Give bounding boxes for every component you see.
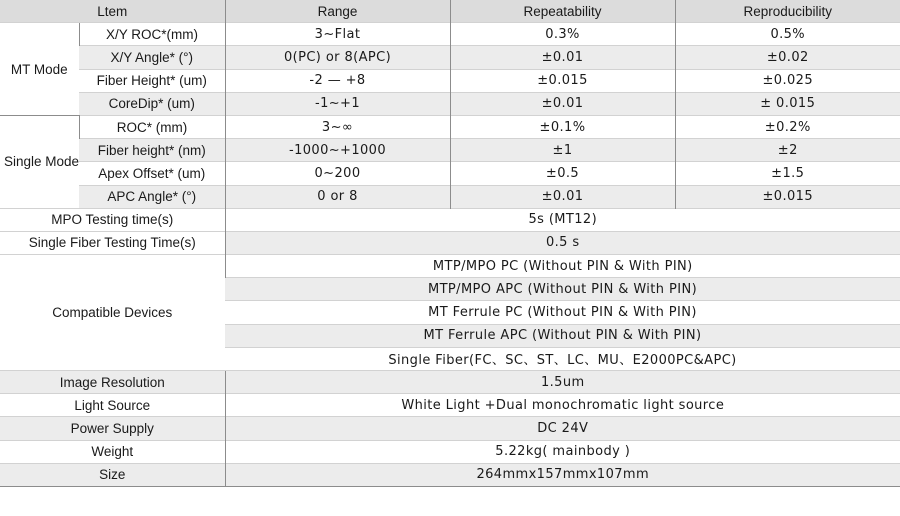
repeatability-cell: ±0.01 (450, 46, 675, 69)
table-row (0, 231, 900, 254)
power-supply-label: Power Supply (0, 417, 225, 440)
table-row (0, 92, 900, 115)
repeatability-cell: ±0.1% (450, 115, 675, 138)
table-row (0, 46, 900, 69)
table-row (0, 208, 900, 231)
table-row (0, 417, 900, 440)
table-row (0, 255, 900, 278)
mpo-testing-value: 5s (MT12) (225, 208, 900, 231)
compatible-device-item: MT Ferrule APC (Without PIN & With PIN) (225, 324, 900, 347)
table-row (0, 139, 900, 162)
size-value: 264mmx157mmx107mm (225, 463, 900, 486)
param-cell: APC Angle* (°) (79, 185, 225, 208)
power-supply-value: DC 24V (225, 417, 900, 440)
table-row (0, 371, 900, 394)
reproducibility-cell: ±0.025 (675, 69, 900, 92)
header-row (0, 0, 900, 23)
repeatability-cell: ±0.5 (450, 162, 675, 185)
light-source-value: White Light +Dual monochromatic light source (225, 394, 900, 417)
table-row (0, 440, 900, 463)
header-repeatability: Repeatability (450, 0, 675, 23)
header-reproducibility: Reproducibility (675, 0, 900, 23)
param-cell: X/Y Angle* (°) (79, 46, 225, 69)
param-cell: CoreDip* (um) (79, 92, 225, 115)
table-row (0, 394, 900, 417)
range-cell: -2 — +8 (225, 69, 450, 92)
range-cell: 0~200 (225, 162, 450, 185)
range-cell: 0 or 8 (225, 185, 450, 208)
param-cell: Apex Offset* (um) (79, 162, 225, 185)
weight-value: 5.22kg( mainbody ) (225, 440, 900, 463)
reproducibility-cell: ± 0.015 (675, 92, 900, 115)
mt-mode-label: MT Mode (0, 23, 79, 116)
size-label: Size (0, 463, 225, 486)
table-row (0, 162, 900, 185)
weight-label: Weight (0, 440, 225, 463)
reproducibility-cell: ±1.5 (675, 162, 900, 185)
compatible-device-item: MTP/MPO APC (Without PIN & With PIN) (225, 278, 900, 301)
reproducibility-cell: ±0.02 (675, 46, 900, 69)
header-range: Range (225, 0, 450, 23)
param-cell: Fiber height* (nm) (79, 139, 225, 162)
repeatability-cell: ±0.01 (450, 92, 675, 115)
compatible-devices-label: Compatible Devices (0, 255, 225, 371)
image-resolution-label: Image Resolution (0, 371, 225, 394)
single-fiber-testing-label: Single Fiber Testing Time(s) (0, 231, 225, 254)
reproducibility-cell: ±0.015 (675, 185, 900, 208)
table-row (0, 69, 900, 92)
light-source-label: Light Source (0, 394, 225, 417)
repeatability-cell: ±0.01 (450, 185, 675, 208)
table-row (0, 115, 900, 138)
reproducibility-cell: 0.5% (675, 23, 900, 46)
range-cell: -1~+1 (225, 92, 450, 115)
repeatability-cell: ±1 (450, 139, 675, 162)
repeatability-cell: ±0.015 (450, 69, 675, 92)
mpo-testing-label: MPO Testing time(s) (0, 208, 225, 231)
range-cell: -1000~+1000 (225, 139, 450, 162)
reproducibility-cell: ±0.2% (675, 115, 900, 138)
image-resolution-value: 1.5um (225, 371, 900, 394)
param-cell: ROC* (mm) (79, 115, 225, 138)
header-item: Ltem (0, 0, 225, 23)
single-mode-label: Single Mode (0, 115, 79, 208)
param-cell: X/Y ROC*(mm) (79, 23, 225, 46)
compatible-device-item: MTP/MPO PC (Without PIN & With PIN) (225, 255, 900, 278)
reproducibility-cell: ±2 (675, 139, 900, 162)
table-row (0, 23, 900, 46)
range-cell: 3~∞ (225, 115, 450, 138)
table-row (0, 463, 900, 486)
repeatability-cell: 0.3% (450, 23, 675, 46)
compatible-device-item: MT Ferrule PC (Without PIN & With PIN) (225, 301, 900, 324)
range-cell: 0(PC) or 8(APC) (225, 46, 450, 69)
single-fiber-testing-value: 0.5 s (225, 231, 900, 254)
table-row (0, 185, 900, 208)
param-cell: Fiber Height* (um) (79, 69, 225, 92)
compatible-device-item: Single Fiber(FC、SC、ST、LC、MU、E2000PC&APC) (225, 347, 900, 370)
range-cell: 3~Flat (225, 23, 450, 46)
